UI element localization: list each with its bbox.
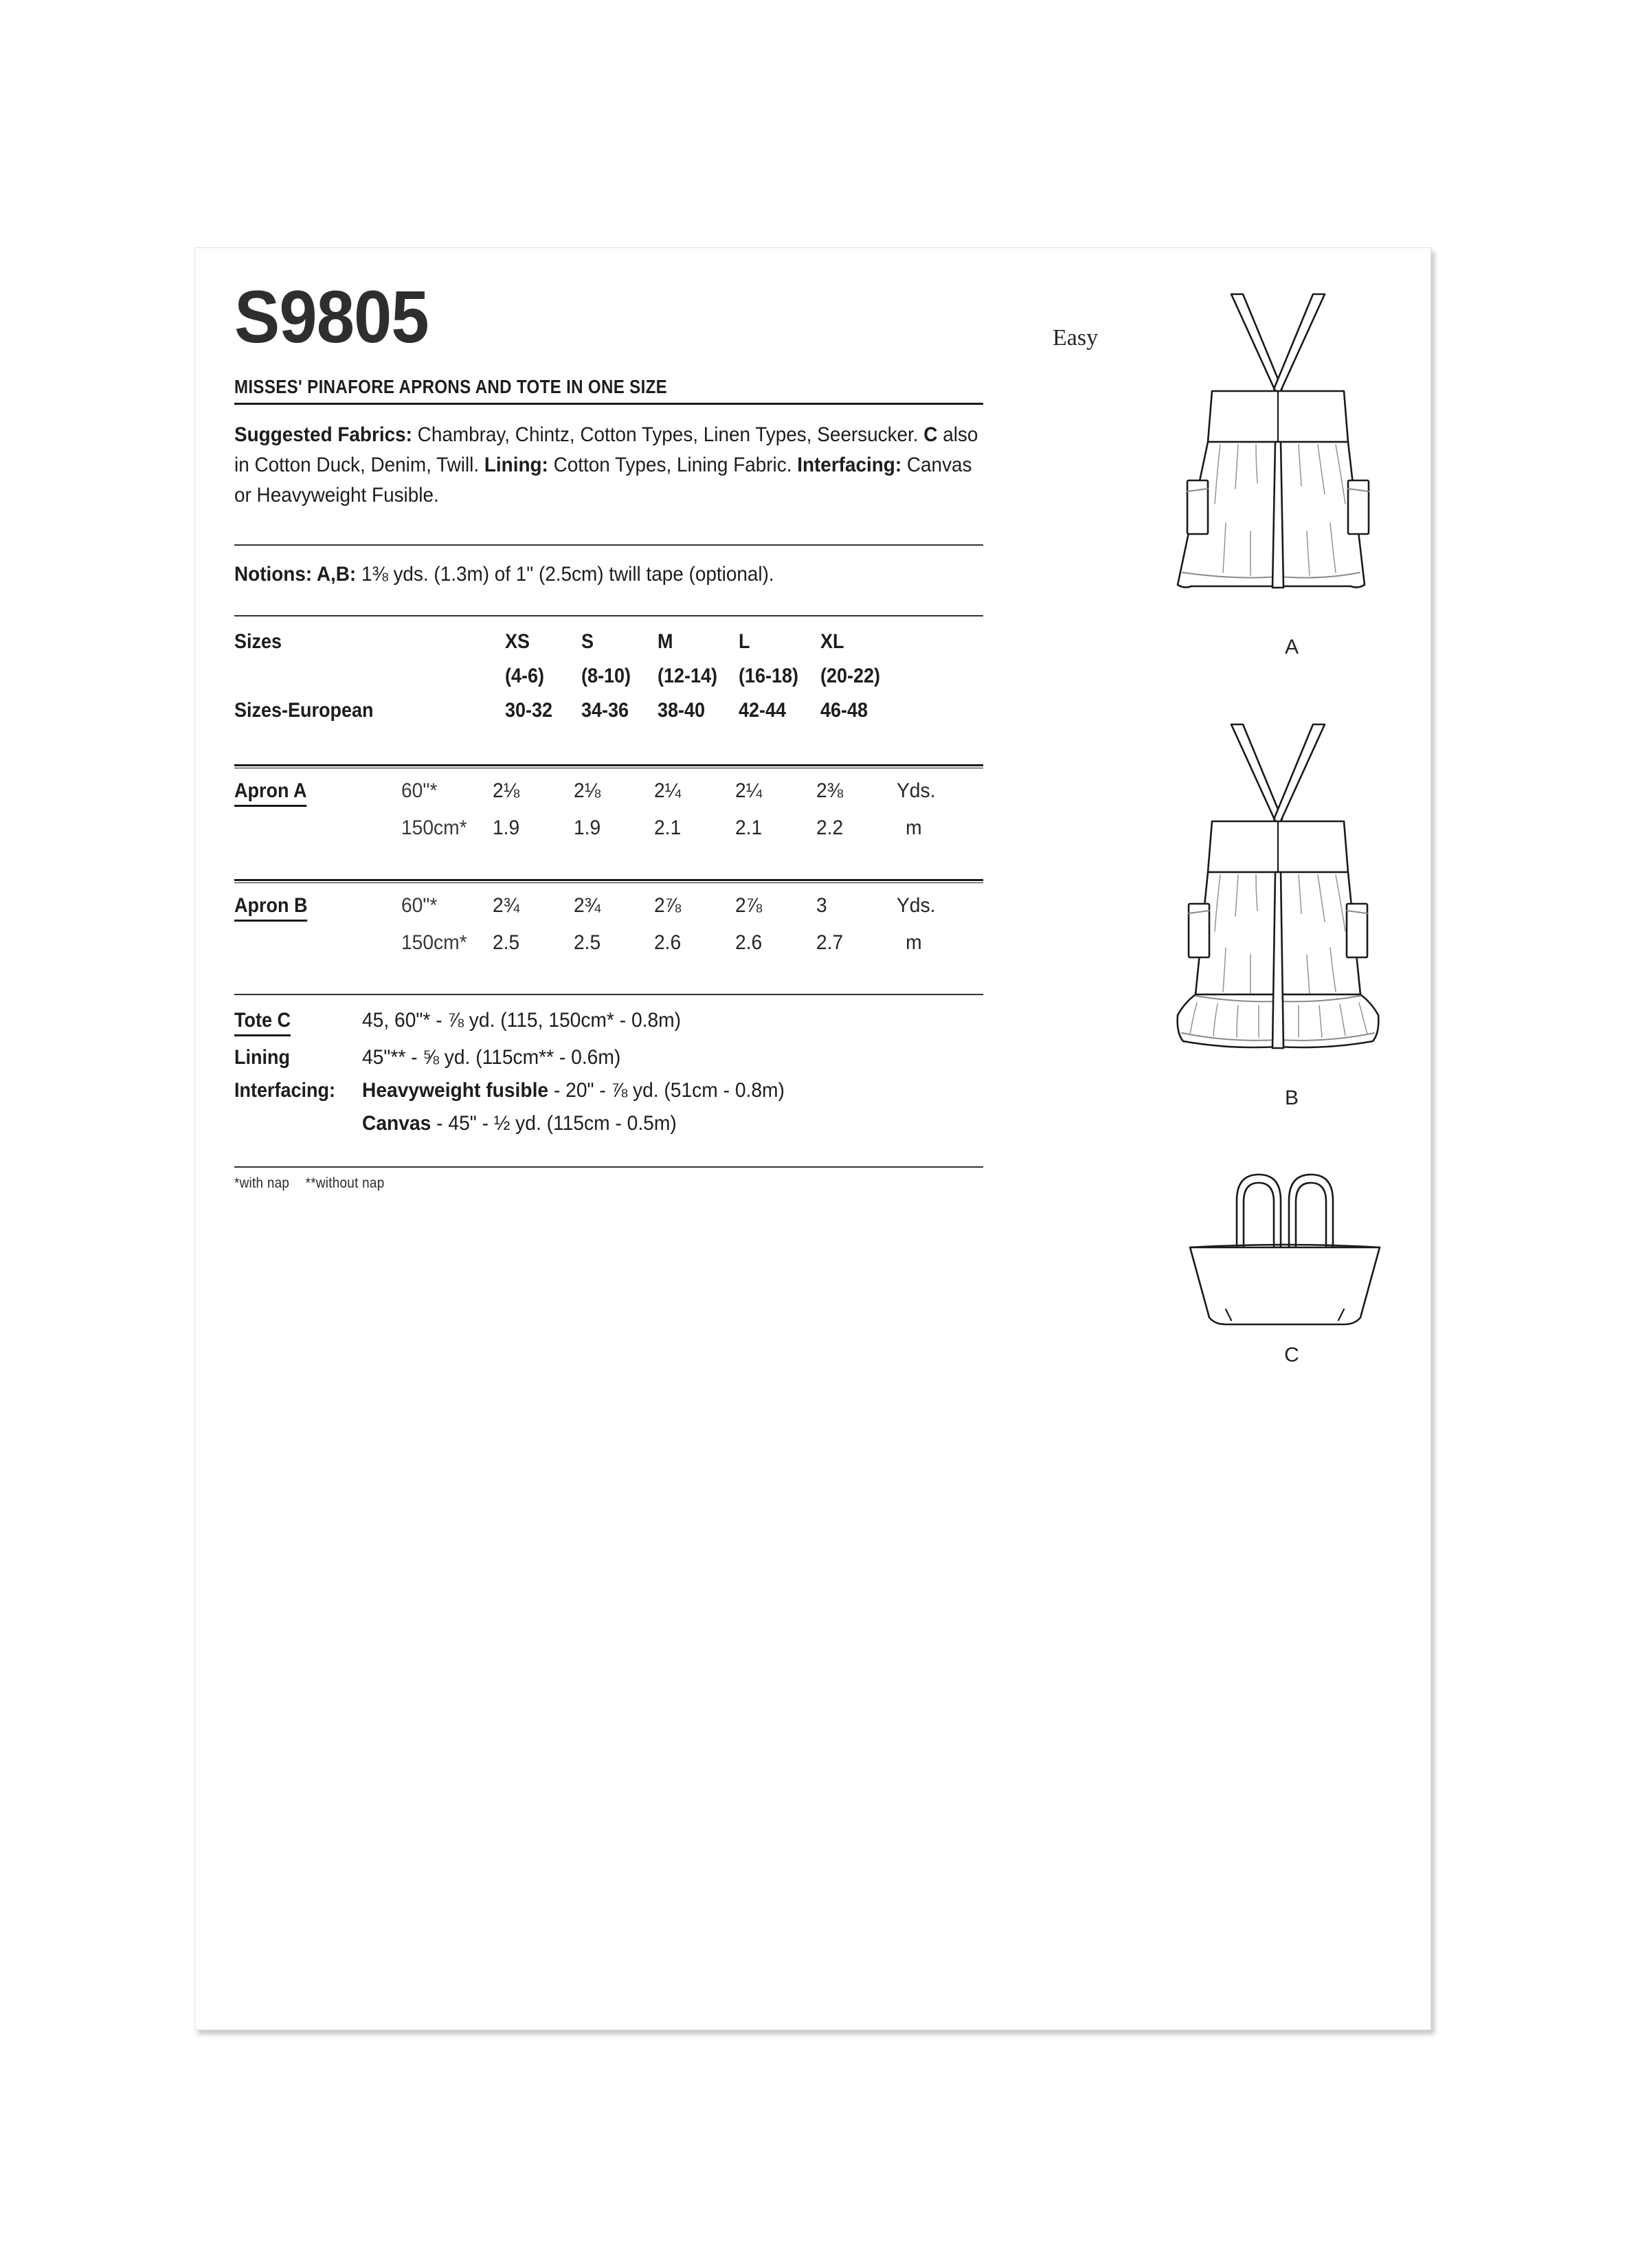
tote-lining-label: Lining (234, 1046, 290, 1069)
unit-spacer-cell (902, 630, 983, 665)
empty-label-cell (234, 816, 401, 854)
pattern-subtitle: MISSES' PINAFORE APRONS AND TOTE IN ONE SIZE (234, 376, 668, 397)
empty-label-cell (234, 665, 425, 699)
tote-requirements-table (234, 1009, 983, 1145)
suggested-fabrics-text-2: also in Cotton Duck, Denim, Twill. (234, 423, 978, 476)
apron-b-label-cell (234, 894, 401, 931)
sizes-header-table (234, 630, 983, 733)
apron-b-yards-l: 2⅞ (735, 894, 763, 917)
european-size-l: 42-44 (739, 699, 787, 722)
apron-a-unit-metric: m (906, 816, 923, 839)
apron-a-width-imperial-cell: 60"* (401, 779, 438, 802)
european-size-s: 34-36 (581, 699, 629, 722)
apron-b-meters-l: 2.6 (735, 931, 763, 954)
table-row-lining (234, 1046, 983, 1079)
nap-footnote (234, 1175, 908, 1192)
illustration-caption-a: A (1284, 636, 1299, 658)
size-number-s: (8-10) (581, 665, 631, 687)
lining-label-cell (234, 1046, 362, 1079)
european-row-label: Sizes-European (234, 699, 374, 722)
apron-b-drawing (1154, 692, 1415, 1084)
illustration-apron-a (1154, 262, 1429, 659)
sizes-row-label-cell (234, 630, 425, 665)
size-number-m: (12-14) (657, 665, 717, 687)
size-letter-xs: XS (505, 630, 530, 653)
table-row-size-letters (234, 630, 983, 665)
canvas-label-cell (234, 1112, 362, 1145)
illustration-column (1154, 262, 1429, 1367)
apron-b-yards-m: 2⅞ (654, 894, 682, 917)
european-row-label-cell (234, 699, 425, 733)
sizes-row-label: Sizes (234, 630, 282, 653)
interfacing-label: Interfacing: (797, 454, 902, 476)
notions-text: 1⅜ yds. (1.3m) of 1" (2.5cm) twill tape (optional). (356, 563, 774, 586)
european-size-m: 38-40 (657, 699, 705, 722)
size-number-l: (16-18) (739, 665, 799, 687)
divider-under-subtitle (234, 403, 983, 405)
notions-label: Notions: A,B: (234, 563, 357, 586)
apron-a-meters-l: 2.1 (735, 816, 763, 839)
interfacing-canvas-amount: - 45" - ½ yd. (115cm - 0.5m) (431, 1112, 677, 1135)
interfacing-canvas-type: Canvas (362, 1112, 431, 1135)
spacer-cell (425, 665, 506, 699)
apron-a-yards-s: 2⅛ (573, 779, 601, 802)
table-row-canvas (234, 1112, 983, 1145)
illustration-apron-b (1154, 692, 1429, 1110)
apron-b-label: Apron B (234, 894, 307, 922)
tote-c-drawing (1154, 1148, 1415, 1341)
size-letter-xl: XL (820, 630, 844, 653)
apron-a-width-metric-cell: 150cm* (401, 816, 467, 839)
apron-a-drawing (1154, 262, 1415, 633)
apron-a-yards-xl: 2⅜ (816, 779, 843, 802)
table-row (234, 816, 983, 854)
apron-b-yards-xs: 2¾ (493, 894, 520, 917)
unit-spacer-cell (902, 699, 983, 733)
apron-b-meters-xl: 2.7 (816, 931, 843, 954)
apron-b-meters-s: 2.5 (573, 931, 601, 954)
size-letter-s: S (581, 630, 594, 653)
canvas-value-cell (362, 1112, 983, 1145)
apron-b-unit-imperial: Yds. (897, 894, 936, 917)
size-letter-l: L (739, 630, 750, 653)
apron-a-meters-m: 2.1 (654, 816, 682, 839)
interfacing-fusible-type: Heavyweight fusible (362, 1079, 549, 1102)
table-row-european-sizes (234, 699, 983, 733)
divider-above-footnote (234, 1166, 983, 1168)
table-row (234, 779, 983, 816)
content-column (234, 275, 983, 1192)
spacer-cell (425, 699, 506, 733)
table-row-interfacing (234, 1079, 983, 1112)
size-letter-m: M (657, 630, 673, 653)
apron-b-yardage-table (234, 894, 983, 968)
apron-a-meters-s: 1.9 (573, 816, 601, 839)
apron-a-yards-l: 2¼ (735, 779, 763, 802)
interfacing-value-cell (362, 1079, 983, 1112)
apron-b-unit-metric: m (906, 931, 923, 954)
interfacing-label-cell (234, 1079, 362, 1112)
apron-b-yards-xl: 3 (816, 894, 827, 917)
table-row-size-numbers (234, 665, 983, 699)
interfacing-text: Canvas or Heavyweight Fusible. (234, 454, 972, 507)
lining-text: Cotton Types, Lining Fabric. (548, 454, 798, 476)
page-title: S9805 (234, 275, 429, 358)
apron-a-label: Apron A (234, 779, 306, 807)
table-row (234, 931, 983, 968)
size-number-xs: (4-6) (505, 665, 545, 687)
lining-value-cell (362, 1046, 983, 1079)
apron-a-yards-m: 2¼ (654, 779, 682, 802)
european-size-xl: 46-48 (820, 699, 868, 722)
illustration-tote-c (1154, 1148, 1429, 1367)
apron-b-meters-xs: 2.5 (493, 931, 520, 954)
lining-label: Lining: (484, 454, 548, 476)
pattern-envelope-page (194, 247, 1431, 2030)
apron-a-yardage-table (234, 779, 983, 854)
notions-paragraph (234, 559, 982, 590)
suggested-fabrics-text-1: Chambray, Chintz, Cotton Types, Linen Types, Seersucker. (412, 423, 924, 446)
apron-b-width-metric-cell: 150cm* (401, 931, 467, 954)
interfacing-fusible-amount: - 20" - ⅞ yd. (51cm - 0.8m) (548, 1079, 785, 1102)
apron-b-width-imperial-cell: 60"* (401, 894, 438, 917)
empty-label-cell (234, 931, 401, 968)
apron-a-meters-xs: 1.9 (493, 816, 520, 839)
apron-b-yards-s: 2¾ (573, 894, 601, 917)
difficulty-label: Easy (1053, 325, 1099, 351)
european-size-xs: 30-32 (505, 699, 553, 722)
apron-a-unit-imperial: Yds. (897, 779, 936, 802)
tote-c-value: 45, 60"* - ⅞ yd. (115, 150cm* - 0.8m) (362, 1009, 682, 1032)
tote-c-value-cell (362, 1009, 983, 1046)
suggested-fabrics-paragraph (234, 420, 982, 511)
footnote-with-nap: *with nap (234, 1175, 290, 1191)
spacer-cell (425, 630, 506, 665)
tote-c-label: Tote C (234, 1009, 291, 1036)
apron-a-yards-xs: 2⅛ (493, 779, 520, 802)
size-number-xl: (20-22) (820, 665, 881, 687)
table-row-tote-c (234, 1009, 983, 1046)
suggested-fabrics-label: Suggested Fabrics: (234, 423, 412, 446)
illustration-caption-b: B (1284, 1087, 1299, 1109)
table-row (234, 894, 983, 931)
tote-c-label-cell (234, 1009, 362, 1046)
apron-b-meters-m: 2.6 (654, 931, 682, 954)
view-c-marker: C (923, 423, 938, 446)
illustration-caption-c: C (1284, 1344, 1299, 1366)
apron-a-meters-xl: 2.2 (816, 816, 843, 839)
apron-a-label-cell (234, 779, 401, 816)
tote-interfacing-label: Interfacing: (234, 1079, 336, 1102)
footnote-without-nap: **without nap (305, 1175, 385, 1191)
tote-lining-value: 45"** - ⅝ yd. (115cm** - 0.6m) (362, 1046, 621, 1069)
unit-spacer-cell (902, 665, 983, 699)
